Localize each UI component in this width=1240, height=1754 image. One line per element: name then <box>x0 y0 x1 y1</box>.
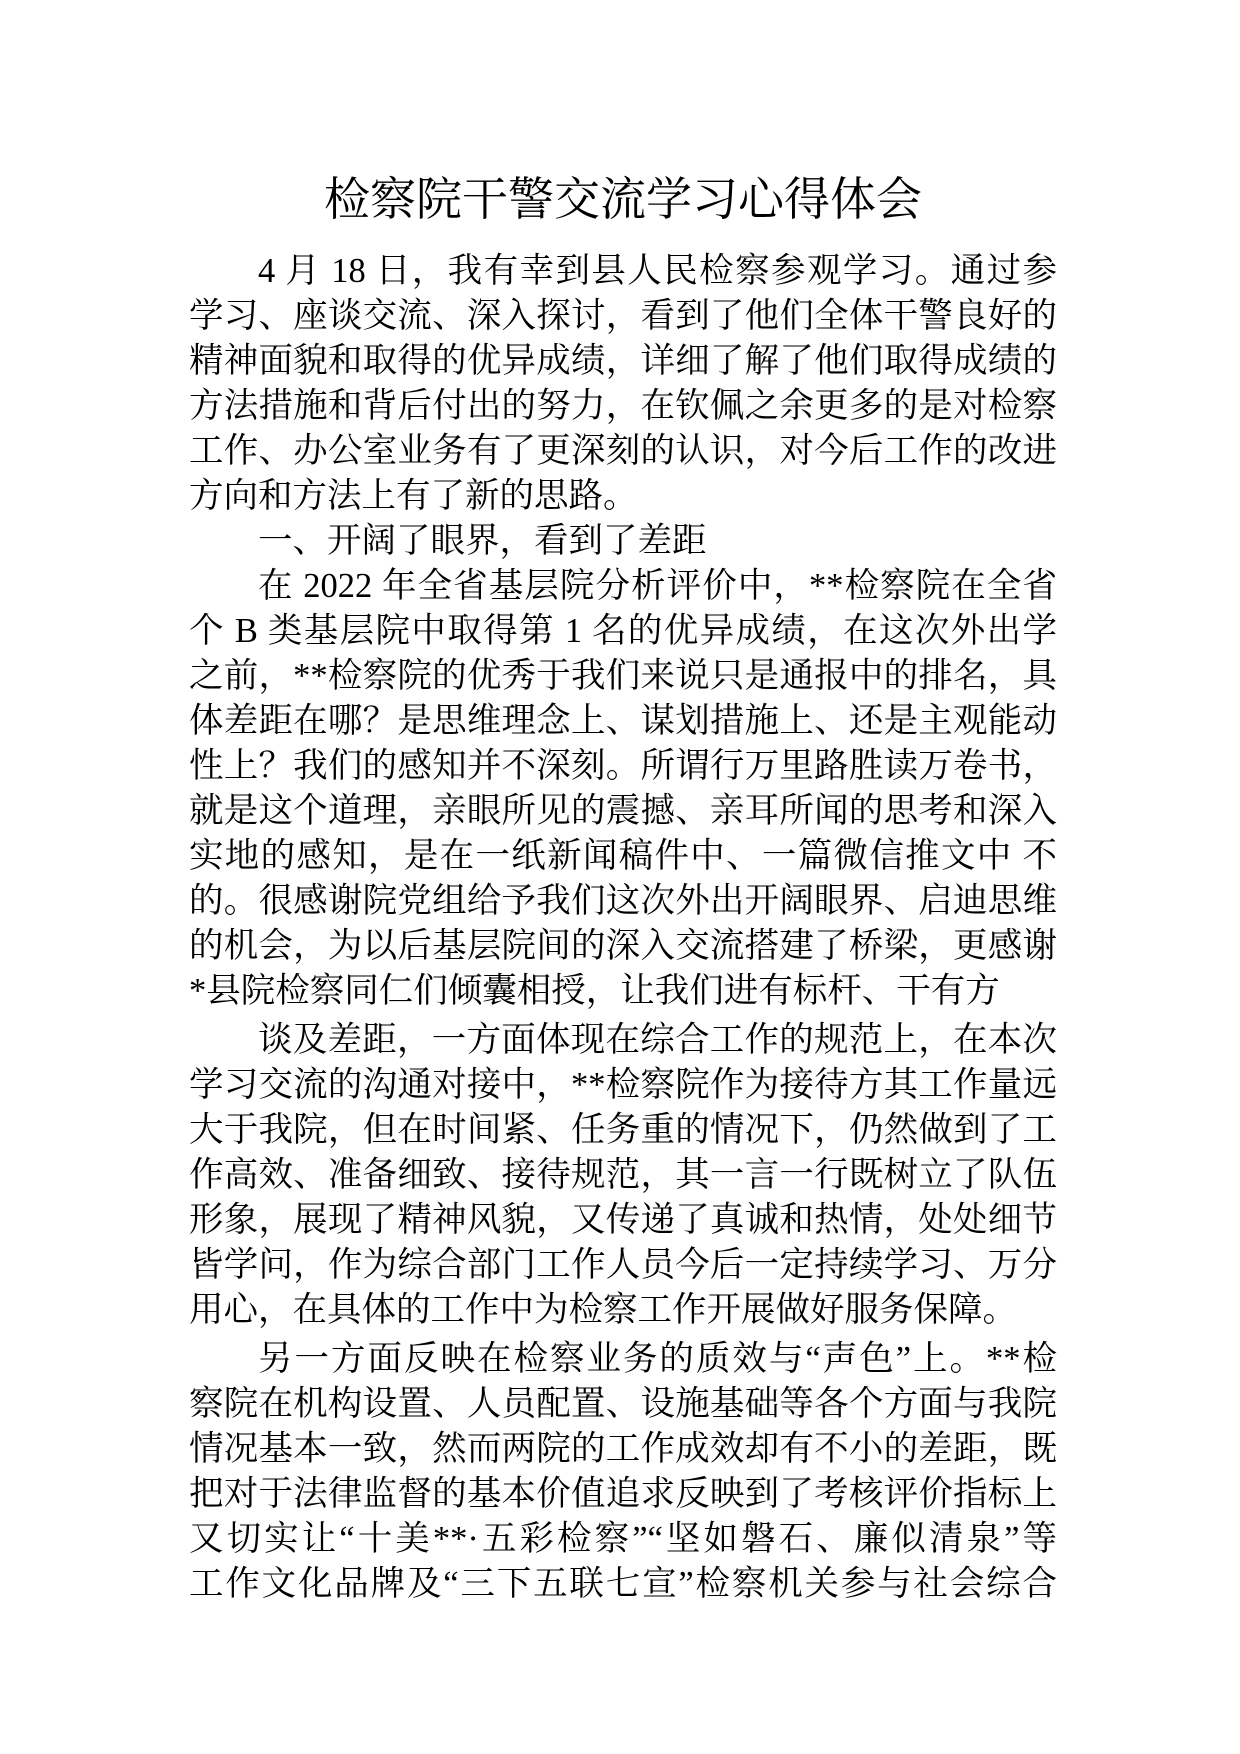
text-line: 皆学问，作为综合部门工作人员今后一定持续学习、万分 <box>189 1246 1057 1284</box>
text-line: 就是这个道理，亲眼所见的震撼、亲耳所闻的思考和深入 <box>189 792 1057 830</box>
paragraph-3 <box>189 1018 1057 1333</box>
text-line: 之前，**检察院的优秀于我们来说只是通报中的排名，具 <box>189 657 1057 695</box>
text-line: 学习、座谈交流、深入探讨，看到了他们全体干警良好的 <box>189 297 1057 335</box>
section-heading-text: 一、开阔了眼界，看到了差距 <box>258 522 707 560</box>
text-line: 把对于法律监督的基本价值追求反映到了考核评价指标上 <box>189 1475 1057 1513</box>
text-line: 的。很感谢院党组给予我们这次外出开阔眼界、启迪思维 <box>189 882 1057 920</box>
paragraph-4 <box>189 1337 1057 1607</box>
text-line: 体差距在哪？是思维理念上、谋划措施上、还是主观能动 <box>189 702 1057 740</box>
text-line: 大于我院，但在时间紧、任务重的情况下，仍然做到了工 <box>189 1111 1057 1149</box>
text-line: 的机会，为以后基层院间的深入交流搭建了桥梁，更感谢 <box>189 927 1057 965</box>
text-line: 实地的感知，是在一纸新闻稿件中、一篇微信推文中 不 <box>189 837 1057 875</box>
text-line: 性上？我们的感知并不深刻。所谓行万里路胜读万卷书， <box>189 747 1057 785</box>
text-line: 形象，展现了精神风貌，又传递了真诚和热情，处处细节 <box>189 1201 1057 1239</box>
text-line: 工作文化品牌及“三下五联七宣”检察机关参与社会综合 <box>189 1565 1057 1603</box>
section-heading <box>189 519 1057 564</box>
text-line: 4 月 18 日，我有幸到县人民检察参观学习。通过参 <box>258 252 1057 290</box>
paragraph-2 <box>189 564 1057 1014</box>
text-line: 在 2022 年全省基层院分析评价中，**检察院在全省 <box>258 567 1057 605</box>
text-line: 学习交流的沟通对接中，**检察院作为接待方其工作量远 <box>189 1066 1057 1104</box>
text-line: 另一方面反映在检察业务的质效与“声色”上。**检 <box>258 1340 1057 1378</box>
text-line: 个 B 类基层院中取得第 1 名的优异成绩，在这次外出学 <box>189 612 1057 650</box>
text-line: 方法措施和背后付出的努力，在钦佩之余更多的是对检察 <box>189 387 1057 425</box>
paragraph-1 <box>189 249 1057 519</box>
document-body <box>189 249 1057 1607</box>
text-line: 情况基本一致，然而两院的工作成效却有不小的差距，既 <box>189 1430 1057 1468</box>
document-title: 检察院干警交流学习心得体会 <box>324 174 922 225</box>
text-line: 作高效、准备细致、接待规范，其一言一行既树立了队伍 <box>189 1156 1057 1194</box>
text-line: 方向和方法上有了新的思路。 <box>189 477 638 515</box>
text-line: 工作、办公室业务有了更深刻的认识，对今后工作的改进 <box>189 432 1057 470</box>
text-line: 察院在机构设置、人员配置、设施基础等各个方面与我院 <box>189 1385 1057 1423</box>
text-line: *县院检察同仁们倾囊相授，让我们进有标杆、干有方 <box>189 972 1000 1010</box>
text-line: 又切实让“十美**·五彩检察”“坚如磐石、廉似清泉”等 <box>189 1520 1057 1558</box>
text-line: 用心，在具体的工作中为检察工作开展做好服务保障。 <box>189 1291 1017 1329</box>
text-line: 谈及差距，一方面体现在综合工作的规范上，在本次 <box>258 1021 1057 1059</box>
text-line: 精神面貌和取得的优异成绩，详细了解了他们取得成绩的 <box>189 342 1057 380</box>
